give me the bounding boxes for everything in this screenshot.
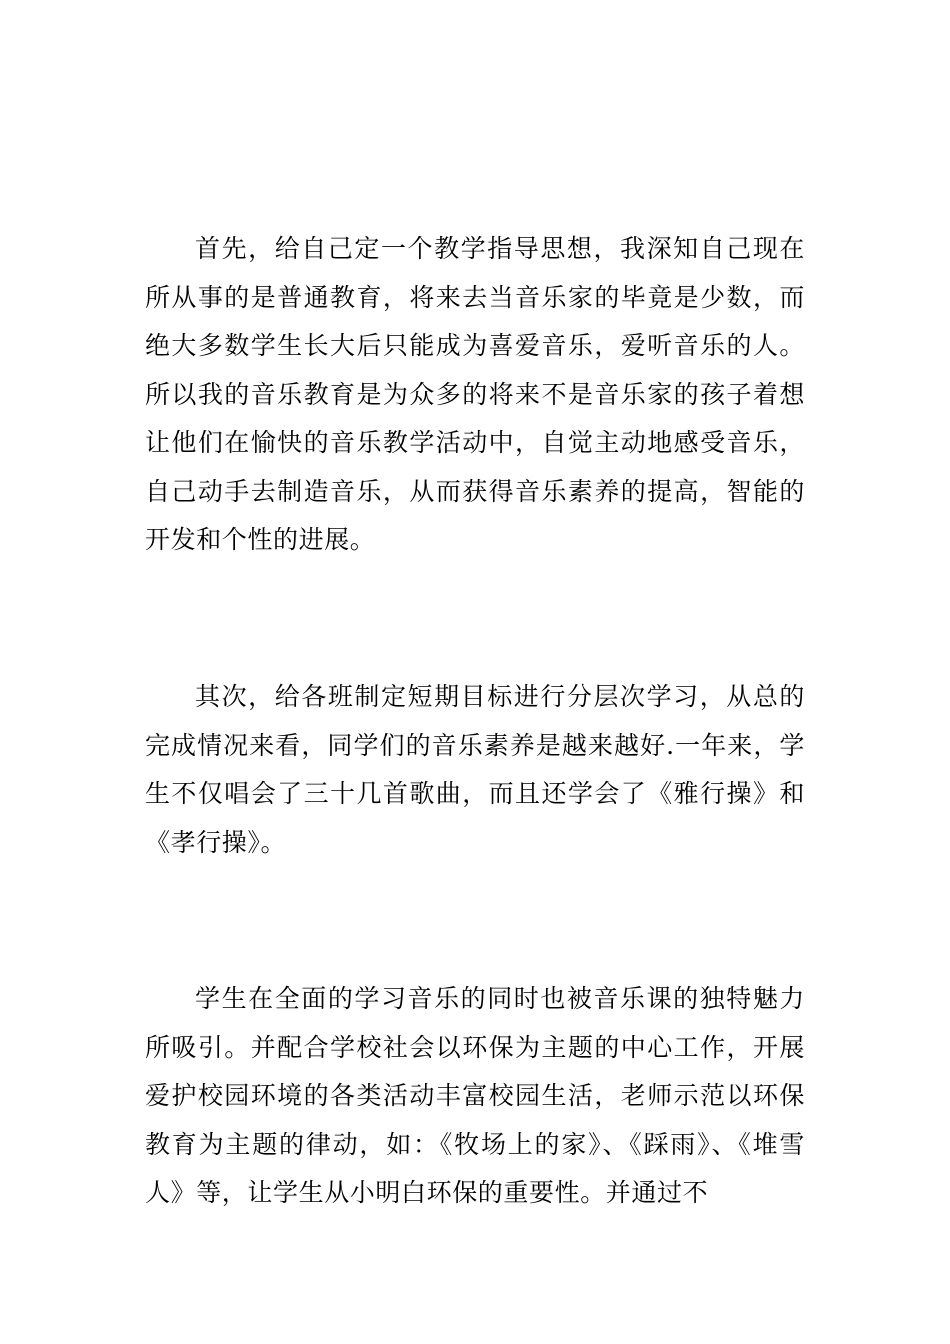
paragraph-2: 其次，给各班制定短期目标进行分层次学习，从总的完成情况来看，同学们的音乐素养是越来越好.一年来，学生不仅唱会了三十几首歌曲，而且还学会了《雅行操》和《孝行操》。 <box>145 682 805 857</box>
paragraph-3: 学生在全面的学习音乐的同时也被音乐课的独特魅力所吸引。并配合学校社会以环保为主题的中心工作，开展爱护校园环境的各类活动丰富校园生活，老师示范以环保教育为主题的律动，如：《牧场上的家》、《踩雨》、《堆雪人》等，让学生从小明白环保的重要性。并通过不 <box>145 984 805 1207</box>
paragraph-1: 首先，给自己定一个教学指导思想，我深知自己现在所从事的是普通教育，将来去当音乐家的毕竟是少数，而绝大多数学生长大后只能成为喜爱音乐，爱听音乐的人。所以我的音乐教育是为众多的将来不是音乐家的孩子着想让他们在愉快的音乐教学活动中，自觉主动地感受音乐，自己动手去制造音乐，从而获得音乐素养的提高，智能的开发和个性的进展。 <box>145 234 805 554</box>
